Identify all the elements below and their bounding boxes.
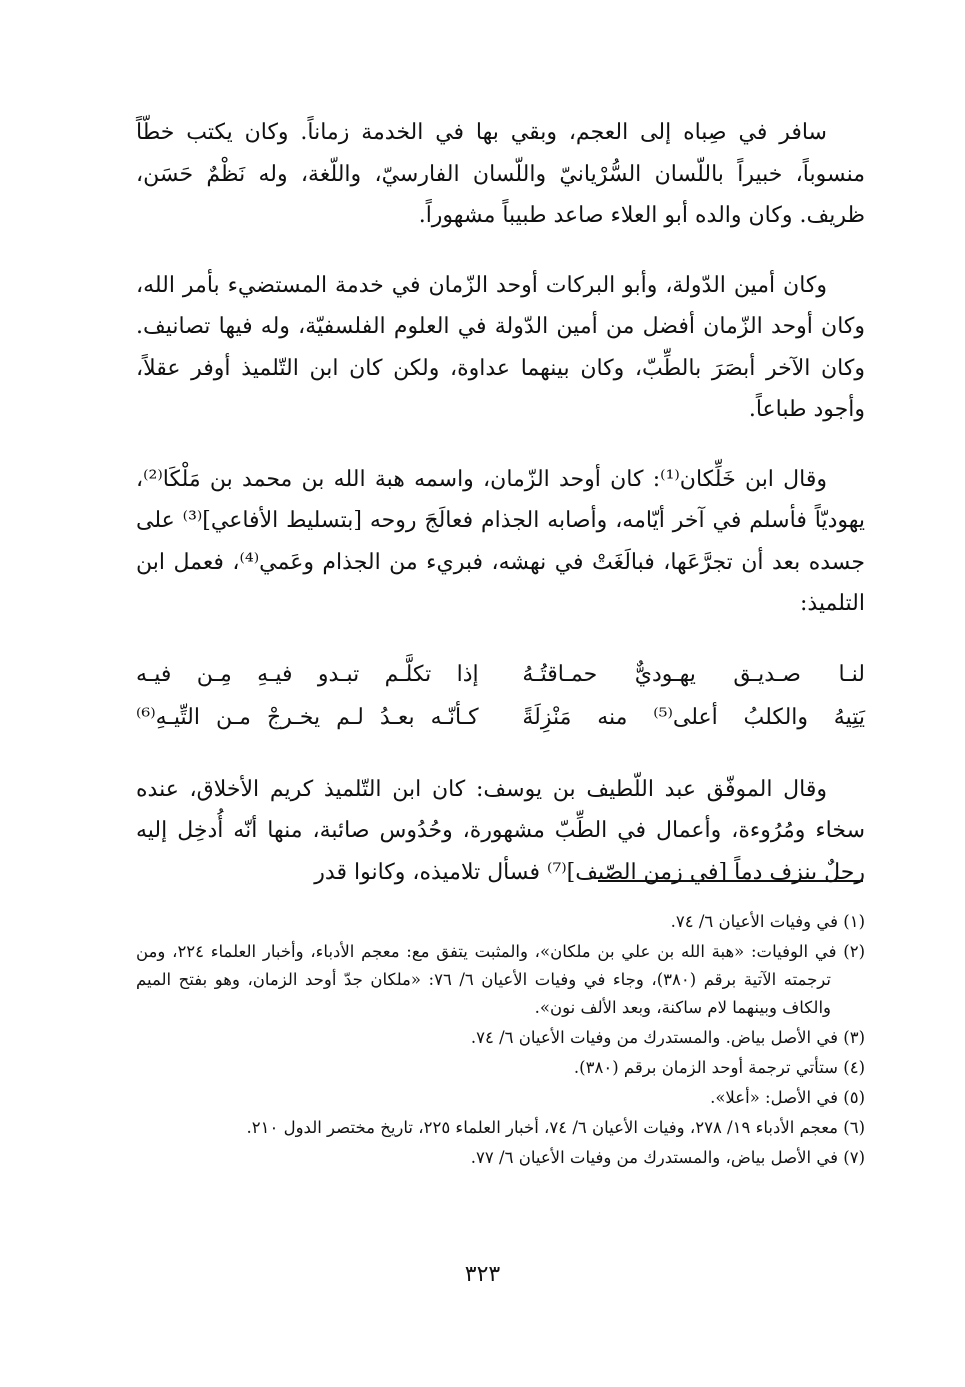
paragraph: وقال الموفّق عبد اللّطيف بن يوسف: كان ابن التّلميذ كريم الأخلاق، عنده سخاء ومُرُوءة، وأعمال في الطِّبّ مشهورة، وحُدُوس صائبة، منها أنّه أُدخِل إليه رجلٌ ينزف دماً [في زمن الصّيف]⁽⁷⁾ فسأل تلاميذه، وكانوا قدر — [136, 776, 865, 885]
footnote: (٢) في الوفيات: «هبة الله بن علي بن ملكان»، والمثبت يتفق مع: معجم الأدباء، وأخبار العلماء ٢٢٤، ومن ترجمته الآتية برقم (٣٨٠)، وجاء في وفيات الأعيان ٦/ ٧٦: «ملكان جدّ أوحد الزمان، وهو بفتح الميم والكاف وبينهما لام ساكنة، وبعد الألف نون». — [136, 942, 865, 1017]
footnote: (٤) ستأتي ترجمة أوحد الزمان برقم (٣٨٠). — [573, 1058, 865, 1077]
poem-verse — [136, 696, 865, 739]
footnote-separator — [598, 880, 863, 882]
footnote: (٣) في الأصل بياض. والمستدرك من وفيات الأعيان ٦/ ٧٤. — [470, 1028, 865, 1047]
main-text — [136, 112, 865, 921]
paragraph: وقال ابن خَلِّكان⁽¹⁾: كان أوحد الزّمان، واسمه هبة الله بن محمد بن مَلْكَا⁽²⁾، يهوديّاً فأسلم في آخر أيّامه، وأصابه الجذام فعالَجَ روحه [بتسليط الأفاعي]⁽³⁾ على جسده بعد أن تجرَّعَها، فبالَغَتْ في نهشه، فبريء من الجذام وعَمي⁽⁴⁾، فعمل ابن التلميذ: — [136, 466, 866, 616]
verse-first-hemistich: لنـا صـديـق يهـوديٌّ حمـاقتُـهُ — [522, 661, 865, 687]
verse-second-hemistich: إذا تكلَّـم تبـدو فيـهِ مِـن فيـه — [136, 661, 479, 687]
poem-verse — [136, 653, 865, 696]
poem — [136, 653, 865, 739]
footnote: (٥) في الأصل: «أعلا». — [710, 1088, 865, 1107]
footnotes — [136, 908, 865, 1174]
paragraph: وكان أمين الدّولة، وأبو البركات أوحد الزّمان في خدمة المستضيء بأمر الله، وكان أوحد الزّمان أفضل من أمين الدّولة في العلوم الفلسفيّة، وله فيها تصانيف. وكان الآخر أبصَرَ بالطِّبّ، وكان بينهما عداوة، ولكن كان ابن التّلميذ أوفر عقلاً، وأجود طباعاً. — [136, 272, 865, 422]
footnote: (٦) معجم الأدباء ١٩/ ٢٧٨، وفيات الأعيان ٦/ ٧٤، أخبار العلماء ٢٢٥، تاريخ مختصر الدول ٢١٠. — [246, 1118, 865, 1137]
page-number: ٣٢٣ — [464, 1262, 501, 1287]
verse-second-hemistich: كـأنّـه بعـدُ لـم يخـرجْ مـن التِّيـهِ⁽⁶⁾ — [136, 704, 479, 730]
footnote: (٧) في الأصل بياض، والمستدرك من وفيات الأعيان ٦/ ٧٧. — [470, 1148, 865, 1167]
verse-first-hemistich: يَتِيهُ والكلبُ أعلى⁽⁵⁾ منه مَنْزِلَةً — [522, 704, 866, 730]
paragraph: سافر في صِباه إلى العجم، وبقي بها في الخدمة زماناً. وكان يكتب خطّاً منسوباً، خبيراً باللّسان السُّرْيانيّ واللّسان الفارسيّ، واللّغة، وله نَظْمٌ حَسَن، ظريف. وكان والده أبو العلاء صاعد طبيباً مشهوراً. — [136, 120, 865, 228]
footnote: (١) في وفيات الأعيان ٦/ ٧٤. — [670, 912, 865, 931]
